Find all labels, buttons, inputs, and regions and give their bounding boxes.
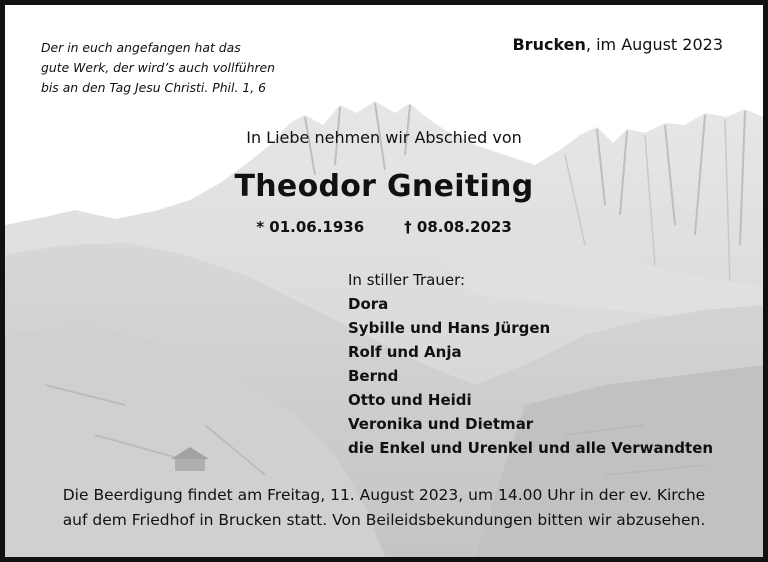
mourners-list — [348, 268, 713, 460]
verse-line-2: gute Werk, der wird’s auch vollführen — [41, 60, 276, 75]
mourners-heading: In stiller Trauer: — [348, 271, 466, 289]
month-year: , im August 2023 — [585, 35, 723, 54]
place-and-date — [512, 35, 723, 54]
mourner-name: die Enkel und Urenkel und alle Verwandten — [348, 439, 714, 457]
deceased-name: Theodor Gneiting — [234, 169, 534, 204]
mourner-name: Rolf und Anja — [348, 343, 462, 361]
farewell-intro: In Liebe nehmen wir Abschied von — [246, 128, 522, 147]
mourner-name: Sybille und Hans Jürgen — [348, 319, 551, 337]
mourner-name: Veronika und Dietmar — [348, 415, 534, 433]
mourner-name: Otto und Heidi — [348, 391, 472, 409]
mourner-name: Bernd — [348, 367, 399, 385]
verse-line-3: bis an den Tag Jesu Christi. Phil. 1, 6 — [41, 80, 266, 95]
mourner-name: Dora — [348, 295, 389, 313]
bible-verse — [41, 38, 341, 98]
life-dates — [5, 218, 763, 236]
funeral-notice — [5, 483, 763, 533]
funeral-line-2: auf dem Friedhof in Brucken statt. Von Beileidsbekundungen bitten wir abzusehen. — [62, 511, 706, 529]
funeral-line-1: Die Beerdigung findet am Freitag, 11. August 2023, um 14.00 Uhr in der ev. Kirche — [62, 486, 706, 504]
verse-line-1: Der in euch angefangen hat das — [41, 40, 241, 55]
town-name: Brucken — [512, 35, 586, 54]
birth-date: * 01.06.1936 — [256, 218, 365, 236]
death-date: † 08.08.2023 — [404, 218, 512, 236]
